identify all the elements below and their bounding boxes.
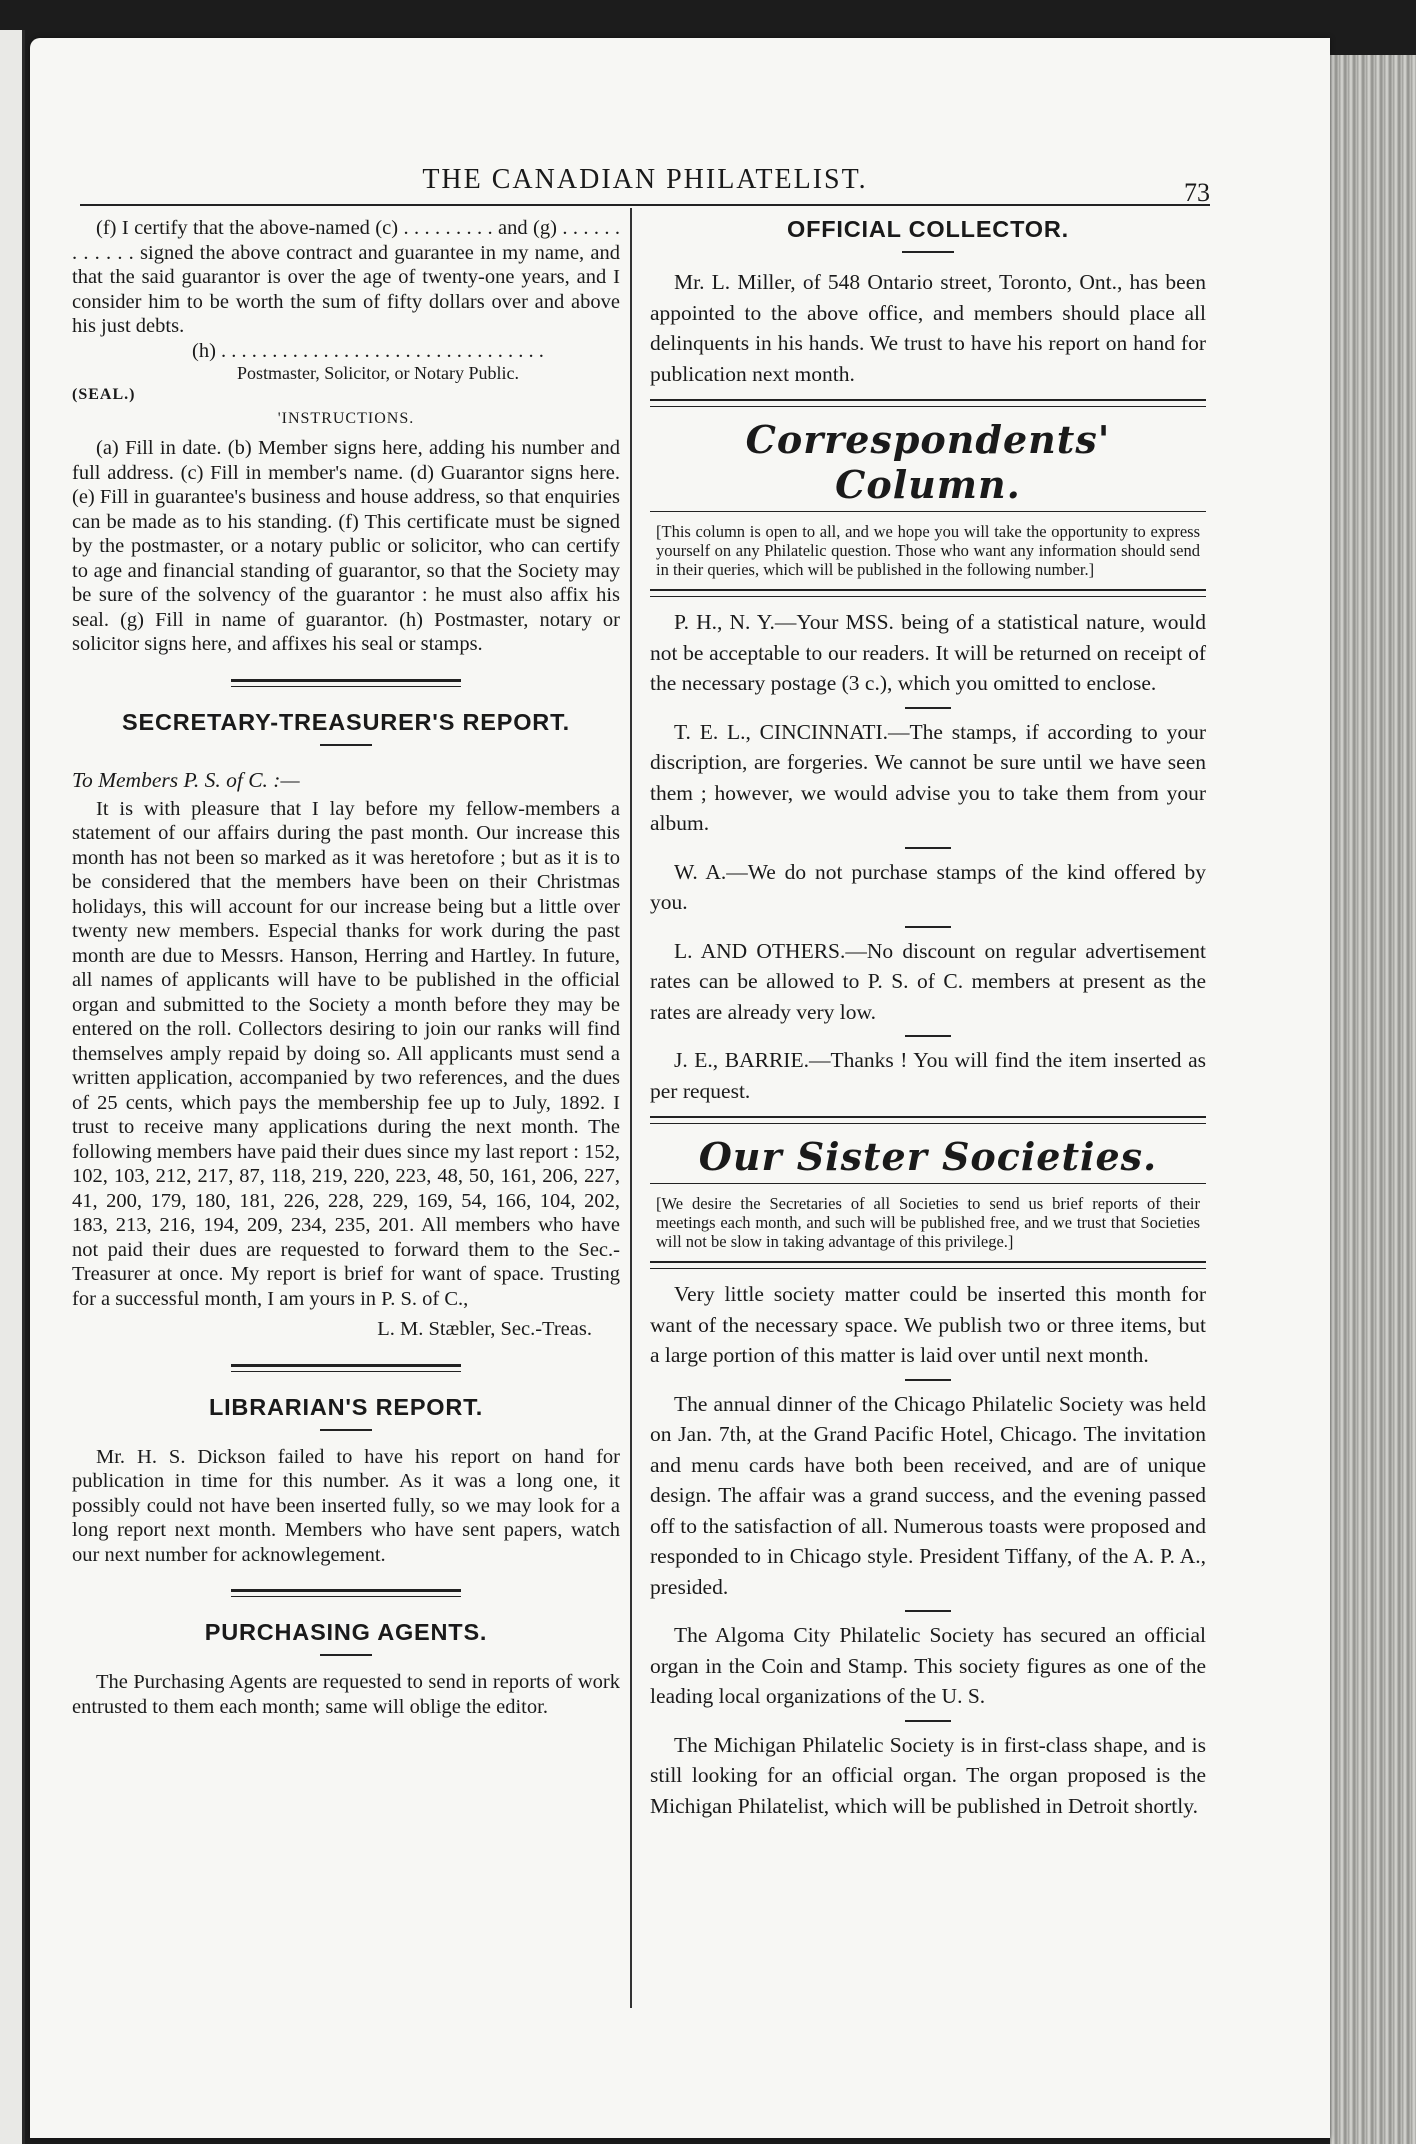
librarian-heading: LIBRARIAN'S REPORT.: [208, 1393, 484, 1420]
section-divider: [650, 589, 1206, 597]
official-heading: OFFICIAL COLLECTOR.: [787, 216, 1069, 242]
entry-separator: [905, 707, 951, 709]
purchasing-body: The Purchasing Agents are requested to send in reports of work entrusted to them each month; same will oblige the editor.: [72, 1671, 620, 1718]
secretary-signature: L. M. Stæbler, Sec.-Treas.: [377, 1318, 592, 1340]
entry-separator: [905, 847, 951, 849]
entry-separator: [905, 926, 951, 928]
official-body: Mr. L. Miller, of 548 Ontario street, Toronto, Ont., has been appointed to the above office, and members should place all delinquents in his hands. We trust to have his report on hand for publication next month.: [650, 270, 1206, 386]
entry-separator: [905, 1035, 951, 1037]
sister-heading: Our Sister Societies.: [698, 1134, 1158, 1179]
sister-paragraph: Very little society matter could be inserted this month for want of the necessary space. We publish two or three items, but a large portion of this matter is laid over until next month.: [650, 1282, 1206, 1367]
sister-paragraph: The Michigan Philatelic Society is in first-class shape, and is still looking for an official organ. The organ proposed is the Michigan Philatelist, which will be published in Detroit shortly.: [650, 1732, 1206, 1818]
right-column: [650, 216, 1206, 1821]
correspondent-entry: J. E., BARRIE.—Thanks ! You will find the item inserted as per request.: [650, 1048, 1206, 1103]
certificate-text: (f) I certify that the above-named (c) . . . . . . . . . and (g) . . . . . . . . . . . . signed the above contract and guarantee in my name, and that the said guarantor is over the age of twenty-one years, and I consider him to be worth the sum of fifty dollars over and above his just debts.: [72, 217, 620, 337]
heading-dash: [902, 251, 954, 253]
page-edges: [1330, 55, 1416, 2144]
running-title: THE CANADIAN PHILATELIST.: [422, 164, 868, 195]
entry-separator: [905, 1610, 951, 1612]
running-header: [80, 160, 1210, 206]
instructions-text: (a) Fill in date. (b) Member signs here, adding his number and full address. (c) Fill in member's name. (d) Guarantor signs here. (e) Fill in guarantee's business and house address, so that enquiries can be made as to his standing. (f) This certificate must be signed by the postmaster, or a notary public or solicitor, who can certify to age and financial standing of guarantor, so that the Society may be sure of the solvency of the guarantor : he must also affix his seal. (g) Fill in name of guarantor. (h) Postmaster, notary or solicitor signs here, and affixes his seal or stamps.: [72, 437, 620, 655]
section-divider: [650, 399, 1206, 407]
section-divider: [231, 679, 461, 687]
sister-paragraph: The Algoma City Philatelic Society has secured an official organ in the Coin and Stamp. This society figures as one of the leading local organizations of the U. S.: [650, 1623, 1206, 1708]
heading-rule: [650, 1183, 1206, 1184]
secretary-salutation: To Members P. S. of C. :—: [72, 767, 300, 792]
section-divider: [650, 1261, 1206, 1269]
section-divider: [231, 1589, 461, 1597]
book-spine-left: [0, 30, 25, 2144]
signature-line: (h) . . . . . . . . . . . . . . . . . . . . . . . . . . . . . . . .: [192, 339, 544, 362]
correspondent-entry: T. E. L., CINCINNATI.—The stamps, if according to your discription, are forgeries. We cannot be sure until we have seen them ; however, we would advise you to take them from your album.: [650, 719, 1206, 835]
correspondents-note: [This column is open to all, and we hope you will take the opportunity to express yourself on any Philatelic question. Those who want any information should send in their queries, which will be published in the following number.]: [656, 522, 1200, 579]
sister-note: [We desire the Secretaries of all Societies to send us brief reports of their meetings each month, and such will be published free, and we trust that Societies will not be slow in taking advantage of this privilege.]: [656, 1194, 1200, 1251]
correspondent-entry: P. H., N. Y.—Your MSS. being of a statistical nature, would not be acceptable to our readers. It will be returned on receipt of the necessary postage (3 c.), which you omitted to enclose.: [650, 610, 1206, 695]
heading-rule: [650, 511, 1206, 512]
secretary-body: It is with pleasure that I lay before my fellow-members a statement of our affairs during the past month. Our increase this month has not been so marked as it was heretofore ; but as it is to be considered that the members have been on their Christmas holidays, this will account for our increase being but a little over twenty new members. Especial thanks for work during the past month are due to Messrs. Hanson, Herring and Hartley. In future, all names of applicants will have to be published in the official organ and submitted to the Society a month before they may be entered on the roll. Collectors desiring to join our ranks will find themselves amply repaid by doing so. All applicants must send a written application, accompanied by two references, and the dues of 25 cents, which pays the membership fee up to July, 1892. I trust to receive many applications during the next month. The following members have paid their dues since my last report : 152, 102, 103, 212, 217, 87, 118, 219, 220, 223, 48, 50, 161, 206, 227, 41, 200, 179, 180, 181, 226, 228, 229, 169, 54, 166, 104, 202, 183, 213, 216, 194, 209, 234, 235, 201. All members who have not paid their dues are requested to forward them to the Sec.-Treasurer at once. My report is brief for want of space. Trusting for a successful month, I am yours in P. S. of C.,: [72, 797, 620, 1310]
signature-caption: Postmaster, Solicitor, or Notary Public.: [237, 363, 520, 383]
correspondent-entry: W. A.—We do not purchase stamps of the kind offered by you.: [650, 859, 1206, 914]
heading-dash: [320, 744, 372, 746]
seal-label: (SEAL.): [72, 386, 136, 403]
heading-dash: [320, 1654, 372, 1656]
section-divider: [231, 1364, 461, 1372]
entry-separator: [905, 1379, 951, 1381]
page-number: 73: [1184, 178, 1210, 207]
librarian-body: Mr. H. S. Dickson failed to have his report on hand for publication in time for this number. As it was a long one, it possibly could not have been inserted fully, so we may look for a long report next month. Members who have sent papers, watch our next number for acknowlegement.: [72, 1445, 620, 1566]
entry-separator: [905, 1720, 951, 1722]
column-rule: [630, 208, 632, 2008]
section-divider: [650, 1116, 1206, 1124]
correspondents-heading: Correspondents' Column.: [745, 417, 1111, 507]
correspondent-entry: L. AND OTHERS.—No discount on regular advertisement rates can be allowed to P. S. of C. members at present as the rates are already very low.: [650, 938, 1206, 1024]
secretary-heading: SECRETARY-TREASURER'S REPORT.: [122, 708, 570, 735]
left-column: [72, 216, 620, 1719]
sister-paragraph: The annual dinner of the Chicago Philatelic Society was held on Jan. 7th, at the Grand Pacific Hotel, Chicago. The invitation and menu cards have both been received, and are of unique design. The affair was a grand success, and the evening passed off to the satisfaction of all. Numerous toasts were proposed and responded to in Chicago style. President Tiffany, of the A. P. A., presided.: [650, 1391, 1206, 1599]
purchasing-heading: PURCHASING AGENTS.: [204, 1619, 488, 1645]
instructions-heading: 'INSTRUCTIONS.: [277, 410, 415, 427]
heading-dash: [320, 1429, 372, 1431]
